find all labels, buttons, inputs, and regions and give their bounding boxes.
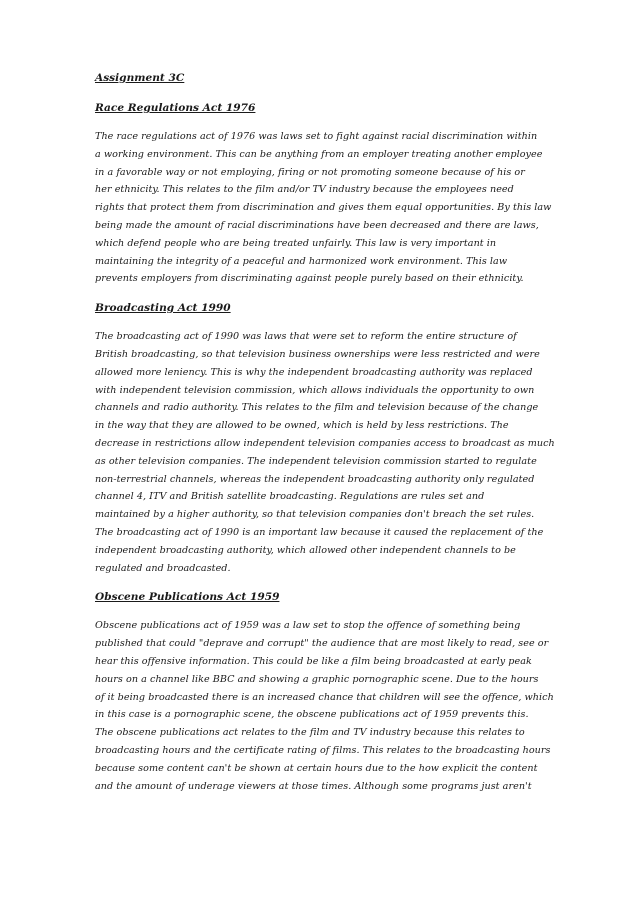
text-line: The race regulations act of 1976 was laws set to fight against racial discrimination within bbox=[95, 131, 538, 142]
text-line: published that could "deprave and corrupt" the audience that are most likely to read, see or bbox=[95, 638, 549, 650]
spacer bbox=[95, 605, 547, 617]
text-line: prevents employers from discriminating against people purely based on their ethnicity. bbox=[95, 273, 524, 285]
text-line: The obscene publications act relates to the film and TV industry because this relates to bbox=[95, 727, 525, 739]
text-line: as other television companies. The independent television commission started to regulate bbox=[95, 455, 537, 467]
text-line: allowed more leniency. This is why the independent broadcasting authority was replaced bbox=[95, 366, 533, 378]
text-line: channels and radio authority. This relates to the film and television because of the change bbox=[95, 402, 539, 414]
text-line: her ethnicity. This relates to the film and/or TV industry because the employees need bbox=[95, 184, 514, 196]
spacer bbox=[95, 86, 547, 100]
text-line: in this case is a pornographic scene, the obscene publications act of 1959 prevents this. bbox=[95, 709, 529, 721]
document-body bbox=[95, 70, 555, 795]
text-line: hours on a channel like BBC and showing a graphic pornographic scene. Due to the hours bbox=[95, 673, 539, 685]
text-line: decrease in restrictions allow independent television companies access to broadcast as much bbox=[95, 437, 555, 449]
text-line: channel 4, ITV and British satellite broadcasting. Regulations are rules set and bbox=[95, 491, 485, 503]
text-line: broadcasting hours and the certificate rating of films. This relates to the broadcasting hours bbox=[95, 744, 551, 756]
section-heading-obscene-publications: Obscene Publications Act 1959 bbox=[95, 591, 280, 604]
text-line: maintaining the integrity of a peaceful and harmonized work environment. This law bbox=[95, 255, 508, 267]
text-line: rights that protect them from discrimination and gives them equal opportunities. By this law bbox=[95, 202, 552, 214]
text-line: because some content can't be shown at certain hours due to the how explicit the content bbox=[95, 762, 538, 774]
text-line: of it being broadcasted there is an increased chance that children will see the offence, which bbox=[95, 691, 554, 703]
paragraph-obscene-publications bbox=[95, 617, 554, 795]
text-line: independent broadcasting authority, which allowed other independent channels to be bbox=[95, 544, 516, 556]
text-line: with independent television commission, which allows individuals the opportunity to own bbox=[95, 384, 535, 396]
text-line: which defend people who are being treated unfairly. This law is very important in bbox=[95, 237, 497, 249]
spacer bbox=[95, 316, 547, 328]
text-line: non-terrestrial channels, whereas the independent broadcasting authority only regulated bbox=[95, 473, 535, 485]
section-heading-broadcasting: Broadcasting Act 1990 bbox=[95, 302, 231, 315]
text-line: a working environment. This can be anything from an employer treating another employee bbox=[95, 148, 543, 160]
text-line: British broadcasting, so that television business ownerships were less restricted and were bbox=[95, 348, 540, 360]
text-line: maintained by a higher authority, so that television companies don't breach the set rules. bbox=[95, 509, 535, 521]
text-line: Obscene publications act of 1959 was a law set to stop the offence of something being bbox=[95, 620, 521, 632]
text-line: being made the amount of racial discriminations have been decreased and there are laws, bbox=[95, 219, 539, 231]
text-line: and the amount of underage viewers at those times. Although some programs just aren't bbox=[95, 780, 532, 792]
text-line: The broadcasting act of 1990 is an important law because it caused the replacement of the bbox=[95, 526, 544, 538]
text-line: in a favorable way or not employing, firing or not promoting someone because of his or bbox=[95, 166, 525, 178]
assignment-title: Assignment 3C bbox=[95, 72, 185, 84]
text-line: hear this offensive information. This could be like a film being broadcasted at early peak bbox=[95, 655, 532, 667]
text-line: in the way that they are allowed to be owned, which is held by less restrictions. The bbox=[95, 420, 509, 432]
paragraph-broadcasting bbox=[95, 328, 555, 577]
paragraph-race-regulations bbox=[95, 128, 552, 288]
section-heading-race-regulations: Race Regulations Act 1976 bbox=[95, 102, 256, 114]
spacer bbox=[95, 288, 547, 300]
spacer bbox=[95, 577, 547, 589]
spacer bbox=[95, 116, 547, 128]
text-line: The broadcasting act of 1990 was laws that were set to reform the entire structure of bbox=[95, 331, 517, 343]
text-line: regulated and broadcasted. bbox=[95, 562, 231, 574]
